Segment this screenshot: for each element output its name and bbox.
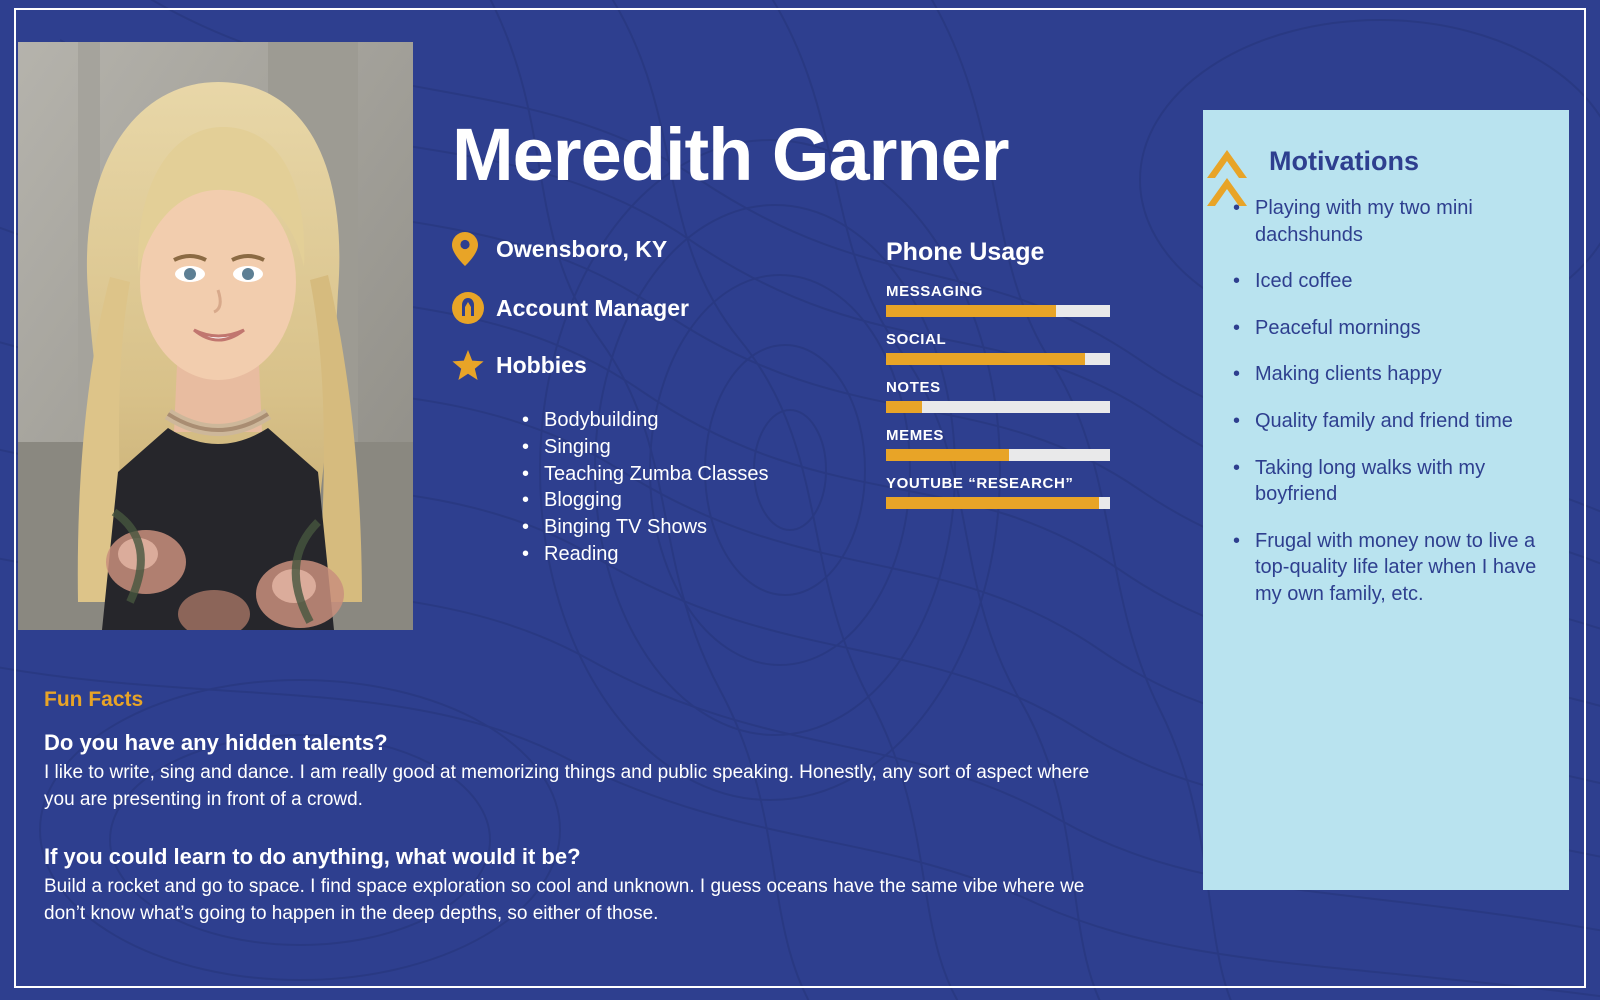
fun-facts-section (44, 688, 1114, 958)
person-info (452, 232, 852, 568)
list-item: • Blogging (522, 487, 852, 514)
list-item: • Binging TV Shows (522, 514, 852, 541)
fun-fact-question: Do you have any hidden talents? (44, 730, 388, 755)
usage-item-messaging (886, 283, 1116, 317)
list-item: • Teaching Zumba Classes (522, 461, 852, 488)
hobbies-row (452, 350, 852, 381)
star-icon (452, 350, 496, 381)
motivations-list (1229, 195, 1551, 608)
hobbies-list (522, 407, 852, 568)
briefcase-icon (452, 292, 496, 324)
usage-label: MEMES (886, 427, 945, 444)
usage-label: MESSAGING (886, 283, 984, 300)
motivations-panel (1203, 110, 1569, 890)
usage-item-memes (886, 427, 1116, 461)
list-item: • Singing (522, 434, 852, 461)
fun-fact-answer: I like to write, sing and dance. I am really good at memorizing things and public speaking. Honestly, any sort of aspect where you are presenting in front of a crowd. (44, 762, 1090, 810)
list-item: • Taking long walks with my boyfriend (1229, 455, 1551, 508)
list-item: • Peaceful mornings (1229, 315, 1551, 342)
usage-bar-track (886, 449, 1110, 461)
usage-bar-track (886, 497, 1110, 509)
fun-fact-answer: Build a rocket and go to space. I find space exploration so cool and unknown. I guess oceans have the same vibe where we don’t know what’s going to happen in the deep depths, so either of those. (44, 875, 1085, 924)
usage-bar-track (886, 401, 1110, 413)
usage-item-notes (886, 379, 1116, 413)
list-item: • Making clients happy (1229, 361, 1551, 388)
role-text: Account Manager (496, 294, 689, 321)
usage-label: NOTES (886, 379, 941, 396)
list-item: • Quality family and friend time (1229, 408, 1551, 435)
motivations-title: Motivations (1269, 146, 1420, 176)
person-name: Meredith Garner (452, 113, 1009, 196)
list-item: • Iced coffee (1229, 268, 1551, 295)
motivations-header (1269, 146, 1569, 177)
usage-bar-fill (886, 401, 922, 413)
list-item: • Playing with my two mini dachshunds (1229, 195, 1551, 248)
fun-facts-title: Fun Facts (44, 688, 144, 711)
hobbies-label: Hobbies (496, 352, 587, 378)
location-text: Owensboro, KY (496, 235, 668, 262)
usage-label: YOUTUBE “RESEARCH” (886, 475, 1074, 492)
usage-bar-fill (886, 449, 1009, 461)
usage-bar-fill (886, 305, 1056, 317)
map-pin-icon (452, 232, 496, 266)
usage-bar-track (886, 305, 1110, 317)
usage-bar-fill (886, 497, 1099, 509)
fun-fact-question: If you could learn to do anything, what would it be? (44, 843, 581, 869)
usage-bar-fill (886, 353, 1085, 365)
list-item: • Bodybuilding (522, 407, 852, 434)
usage-item-social (886, 331, 1116, 365)
profile-photo (18, 42, 413, 630)
list-item: • Frugal with money now to live a top-quality life later when I have my own family, etc. (1229, 528, 1551, 608)
usage-bar-track (886, 353, 1110, 365)
phone-usage-section (886, 238, 1116, 523)
usage-item-youtube (886, 475, 1116, 509)
list-item: • Reading (522, 541, 852, 568)
location-row (452, 232, 852, 266)
usage-label: SOCIAL (886, 331, 947, 348)
role-row (452, 292, 852, 324)
phone-usage-title: Phone Usage (886, 238, 1045, 266)
